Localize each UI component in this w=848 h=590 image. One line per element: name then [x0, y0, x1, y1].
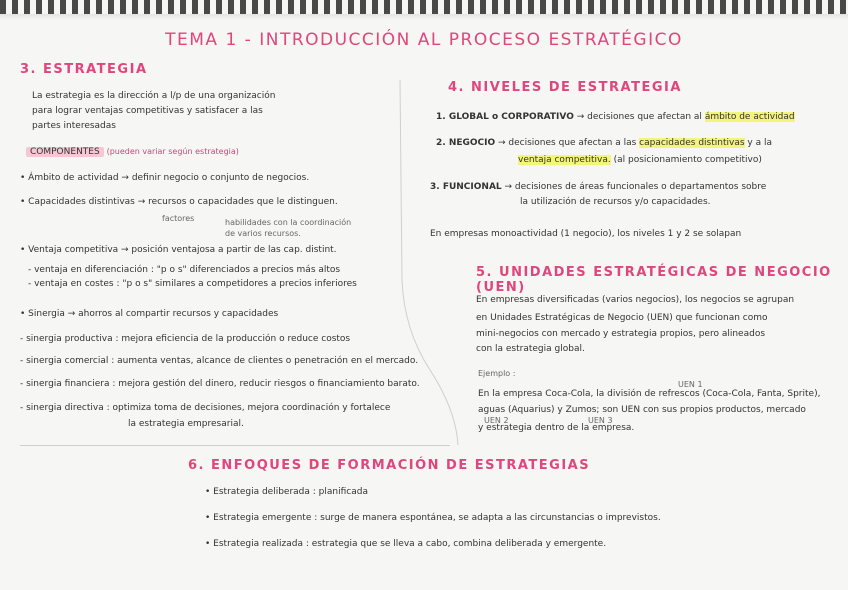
sinergia-comercial: - sinergia comercial : aumenta ventas, alcance de clientes o penetración en el mercado.	[20, 356, 419, 366]
enfoques-heading: 6. ENFOQUES DE FORMACIÓN DE ESTRATEGIAS	[188, 458, 591, 473]
ejemplo-line-1: En la empresa Coca-Cola, la división de refrescos (Coca-Cola, Fanta, Sprite),	[478, 389, 821, 399]
realizada-text: : estrategia que se lleva a cabo, combina deliberada y emergente.	[305, 539, 607, 549]
ambito-item: • Ámbito de actividad → definir negocio o conjunto de negocios.	[20, 172, 309, 185]
estrategia-deliberada	[205, 486, 368, 499]
nivel-global-label: 1. GLOBAL o CORPORATIVO	[436, 112, 574, 122]
sinergia-directiva-2: la estrategia empresarial.	[128, 419, 244, 429]
capacidades-item: • Capacidades distintivas → recursos o capacidades que le distinguen.	[20, 196, 338, 209]
ventaja-item: • Ventaja competitiva → posición ventajosa a partir de las cap. distint.	[20, 244, 337, 257]
estrategia-emergente	[205, 512, 661, 525]
emergente-label: Estrategia emergente	[213, 513, 312, 523]
ventaja-diferenciacion: - ventaja en diferenciación : "p o s" diferenciados a precios más altos	[28, 265, 341, 275]
componentes-label: COMPONENTES	[26, 147, 104, 157]
nivel-negocio-highlight-2: ventaja competitiva.	[518, 155, 611, 165]
sinergia-item: • Sinergia → ahorros al compartir recursos y capacidades	[20, 308, 278, 321]
uen-p3: mini-negocios con mercado y estrategia propios, pero alineados	[476, 329, 766, 339]
estrategia-heading: 3. ESTRATEGIA	[20, 62, 148, 77]
estrategia-def-2: para lograr ventajas competitivas y satisfacer a las	[32, 106, 263, 116]
monoactividad-note: En empresas monoactividad (1 negocio), los niveles 1 y 2 se solapan	[430, 229, 742, 239]
nivel-global-text: → decisiones que afectan al	[576, 112, 702, 122]
ejemplo-line-3: y estrategia dentro de la empresa.	[478, 423, 635, 433]
emergente-text: : surge de manera espontánea, se adapta a las circunstancias o imprevistos.	[314, 513, 661, 523]
nivel-funcional-label: 3. FUNCIONAL	[430, 182, 502, 192]
realizada-label: Estrategia realizada	[213, 539, 303, 549]
estrategia-realizada	[205, 538, 606, 551]
uen3-tag: UEN 3	[588, 416, 613, 425]
niveles-heading: 4. NIVELES DE ESTRATEGIA	[448, 80, 682, 95]
sinergia-financiera: - sinergia financiera : mejora gestión del dinero, reducir riesgos o financiamiento barato.	[20, 379, 420, 389]
nivel-negocio-note: (al posicionamiento competitivo)	[613, 155, 762, 165]
componentes-note: (pueden variar según estrategia)	[106, 147, 239, 156]
horizontal-divider	[20, 445, 450, 446]
nivel-negocio-label: 2. NEGOCIO	[436, 138, 496, 148]
uen-p4: con la estrategia global.	[476, 344, 585, 354]
nivel-negocio	[436, 137, 772, 150]
componentes-row	[26, 145, 239, 159]
column-divider	[390, 80, 470, 450]
ejemplo-label: Ejemplo :	[478, 369, 516, 378]
nivel-global-highlight: ámbito de actividad	[704, 112, 795, 122]
estrategia-def-3: partes interesadas	[32, 121, 116, 131]
sinergia-directiva-1: - sinergia directiva : optimiza toma de decisiones, mejora coordinación y fortalece	[20, 403, 391, 413]
notebook-spiral	[0, 0, 848, 14]
spiral-shadow	[0, 14, 848, 20]
page-title: TEMA 1 - INTRODUCCIÓN AL PROCESO ESTRATÉGICO	[165, 30, 683, 50]
uen-p2: en Unidades Estratégicas de Negocio (UEN) que funcionan como	[476, 313, 768, 323]
uen2-tag: UEN 2	[484, 416, 509, 425]
deliberada-text: : planificada	[312, 487, 368, 497]
estrategia-def-1: La estrategia es la dirección a l/p de una organización	[32, 91, 276, 101]
nivel-funcional	[430, 181, 766, 194]
nivel-global	[436, 111, 795, 124]
nivel-funcional-text: → decisiones de áreas funcionales o departamentos sobre	[504, 182, 767, 192]
nivel-funcional-line2: la utilización de recursos y/o capacidades.	[520, 197, 711, 207]
uen-p1: En empresas diversificadas (varios negocios), los negocios se agrupan	[476, 295, 795, 305]
uen1-tag: UEN 1	[678, 380, 703, 389]
nivel-negocio-line2	[518, 154, 762, 167]
habilidades-note-1: habilidades con la coordinación	[225, 218, 352, 227]
habilidades-note-2: de varios recursos.	[225, 229, 301, 238]
sinergia-productiva: - sinergia productiva : mejora eficiencia de la producción o reduce costos	[20, 334, 351, 344]
nivel-negocio-tail: y a la	[747, 138, 772, 148]
ejemplo-line-2: aguas (Aquarius) y Zumos; son UEN con sus propios productos, mercado	[478, 405, 806, 415]
uen-heading: 5. UNIDADES ESTRATÉGICAS DE NEGOCIO (UEN)	[476, 265, 832, 295]
factores-note: factores	[162, 214, 195, 223]
nivel-negocio-highlight: capacidades distintivas	[639, 138, 745, 148]
nivel-negocio-text: → decisiones que afectan a las	[498, 138, 637, 148]
ventaja-costes: - ventaja en costes : "p o s" similares a competidores a precios inferiores	[28, 279, 357, 289]
deliberada-label: Estrategia deliberada	[213, 487, 310, 497]
